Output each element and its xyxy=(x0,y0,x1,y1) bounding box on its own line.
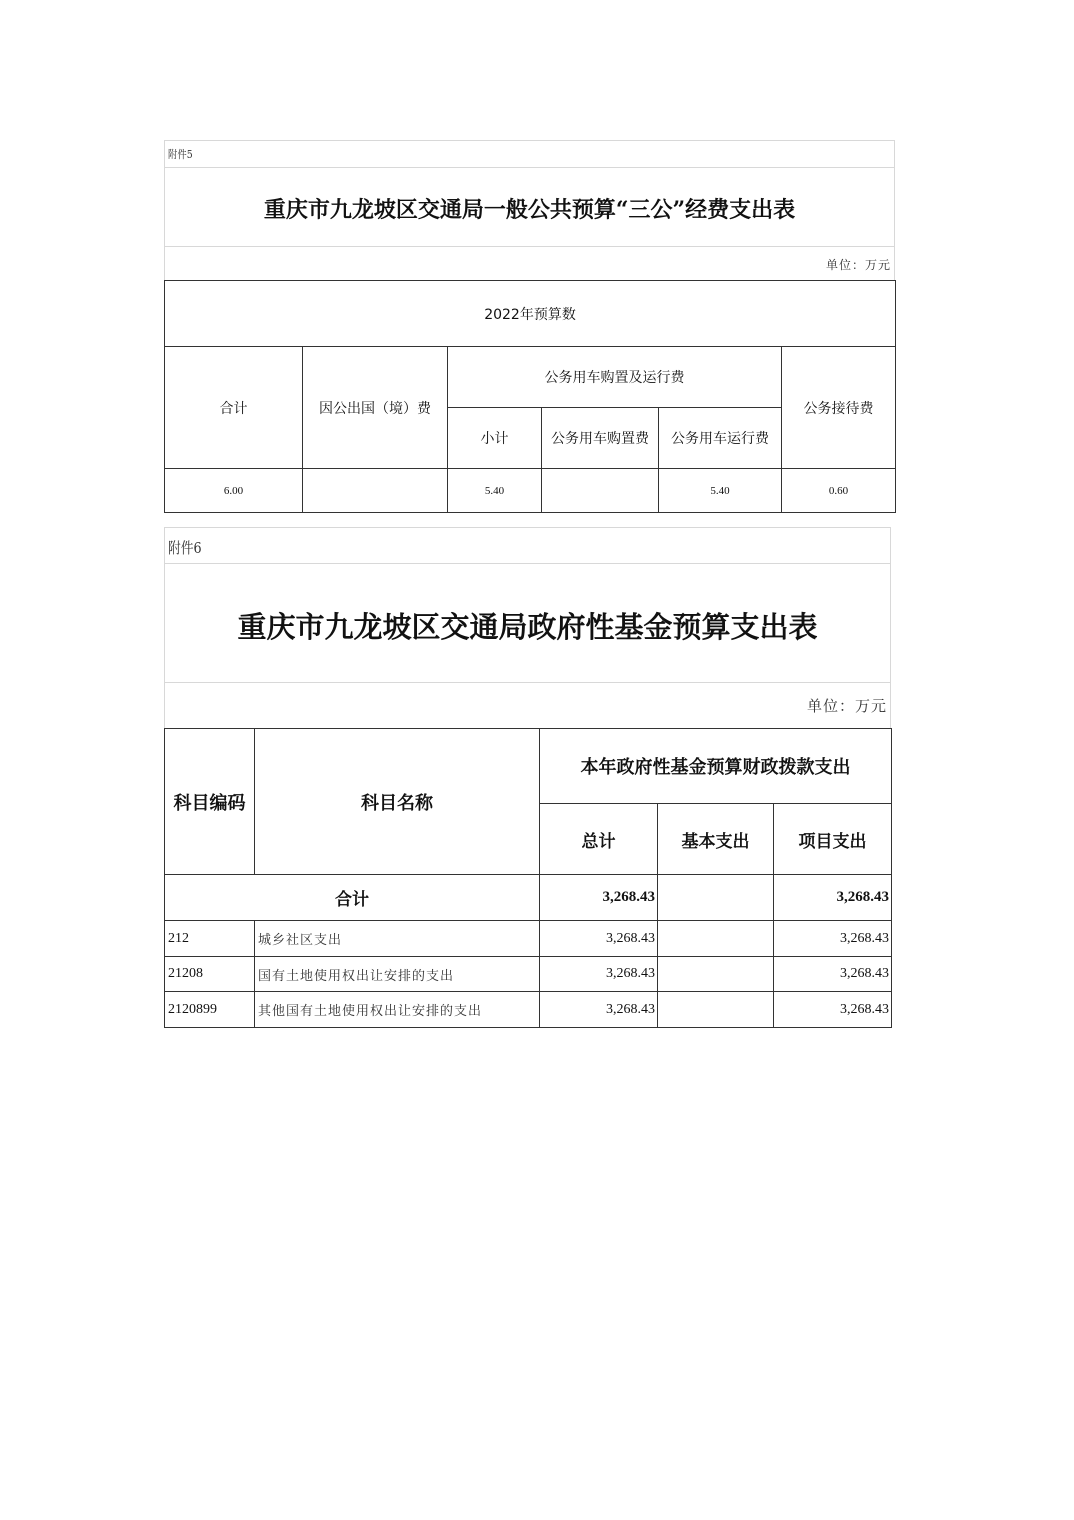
row-name: 其他国有土地使用权出让安排的支出 xyxy=(255,992,540,1028)
row-name: 国有土地使用权出让安排的支出 xyxy=(255,957,540,992)
sheet-b-header-divider xyxy=(164,563,891,564)
total-row-basic xyxy=(658,875,774,921)
unit-label: 单位：万元 xyxy=(825,258,891,272)
row-total: 3,268.43 xyxy=(540,992,658,1028)
sheet-a-header-divider xyxy=(164,167,895,168)
row-total: 3,268.43 xyxy=(540,957,658,992)
subtotal-value-cell: 5.40 xyxy=(448,469,542,513)
sheet-b-header-divider xyxy=(164,682,891,683)
col-vehicle-group-header: 公务用车购置及运行费 xyxy=(448,347,782,408)
col-project-header: 项目支出 xyxy=(774,804,892,875)
overseas-value-cell xyxy=(303,469,448,513)
sheet-b-title: 重庆市九龙坡区交通局政府性基金预算支出表 xyxy=(237,610,818,644)
total-value-cell: 6.00 xyxy=(165,469,303,513)
total-row-total: 3,268.43 xyxy=(540,875,658,921)
row-code: 212 xyxy=(165,921,255,957)
col-reception-header: 公务接待费 xyxy=(782,347,896,469)
row-code: 21208 xyxy=(165,957,255,992)
col-subtotal-header: 小计 xyxy=(448,408,542,469)
row-project: 3,268.43 xyxy=(774,957,892,992)
attachment-label: 附件6 xyxy=(168,539,202,557)
unit-label: 单位：万元 xyxy=(806,697,887,715)
row-name: 城乡社区支出 xyxy=(255,921,540,957)
col-appropriation-group-header: 本年政府性基金预算财政拨款支出 xyxy=(540,729,892,804)
vehicle-purchase-value-cell xyxy=(542,469,659,513)
row-project: 3,268.43 xyxy=(774,992,892,1028)
attachment-label: 附件5 xyxy=(168,148,193,161)
table-row xyxy=(165,921,892,957)
reception-value-cell: 0.60 xyxy=(782,469,896,513)
row-basic xyxy=(658,957,774,992)
row-basic xyxy=(658,921,774,957)
budget-year-header: 2022年预算数 xyxy=(165,281,896,347)
col-code-header: 科目编码 xyxy=(165,729,255,875)
sheet-a-header-divider xyxy=(164,246,895,247)
total-row xyxy=(165,875,892,921)
row-code: 2120899 xyxy=(165,992,255,1028)
row-project: 3,268.43 xyxy=(774,921,892,957)
gov-fund-table xyxy=(164,728,892,1028)
table-row xyxy=(165,992,892,1028)
col-total-header: 总计 xyxy=(540,804,658,875)
col-vehicle-operation-header: 公务用车运行费 xyxy=(659,408,782,469)
table-row xyxy=(165,957,892,992)
row-total: 3,268.43 xyxy=(540,921,658,957)
col-total-header: 合计 xyxy=(165,347,303,469)
sheet-a-title: 重庆市九龙坡区交通局一般公共预算“三公”经费支出表 xyxy=(263,197,796,223)
col-vehicle-purchase-header: 公务用车购置费 xyxy=(542,408,659,469)
sanggong-table xyxy=(164,280,896,513)
col-basic-header: 基本支出 xyxy=(658,804,774,875)
vehicle-operation-value-cell: 5.40 xyxy=(659,469,782,513)
col-name-header: 科目名称 xyxy=(255,729,540,875)
sanggong-expense-sheet xyxy=(164,140,895,513)
col-overseas-header: 因公出国（境）费 xyxy=(303,347,448,469)
row-basic xyxy=(658,992,774,1028)
total-row-project: 3,268.43 xyxy=(774,875,892,921)
gov-fund-expense-sheet xyxy=(164,527,891,1030)
total-row-label: 合计 xyxy=(165,875,540,921)
